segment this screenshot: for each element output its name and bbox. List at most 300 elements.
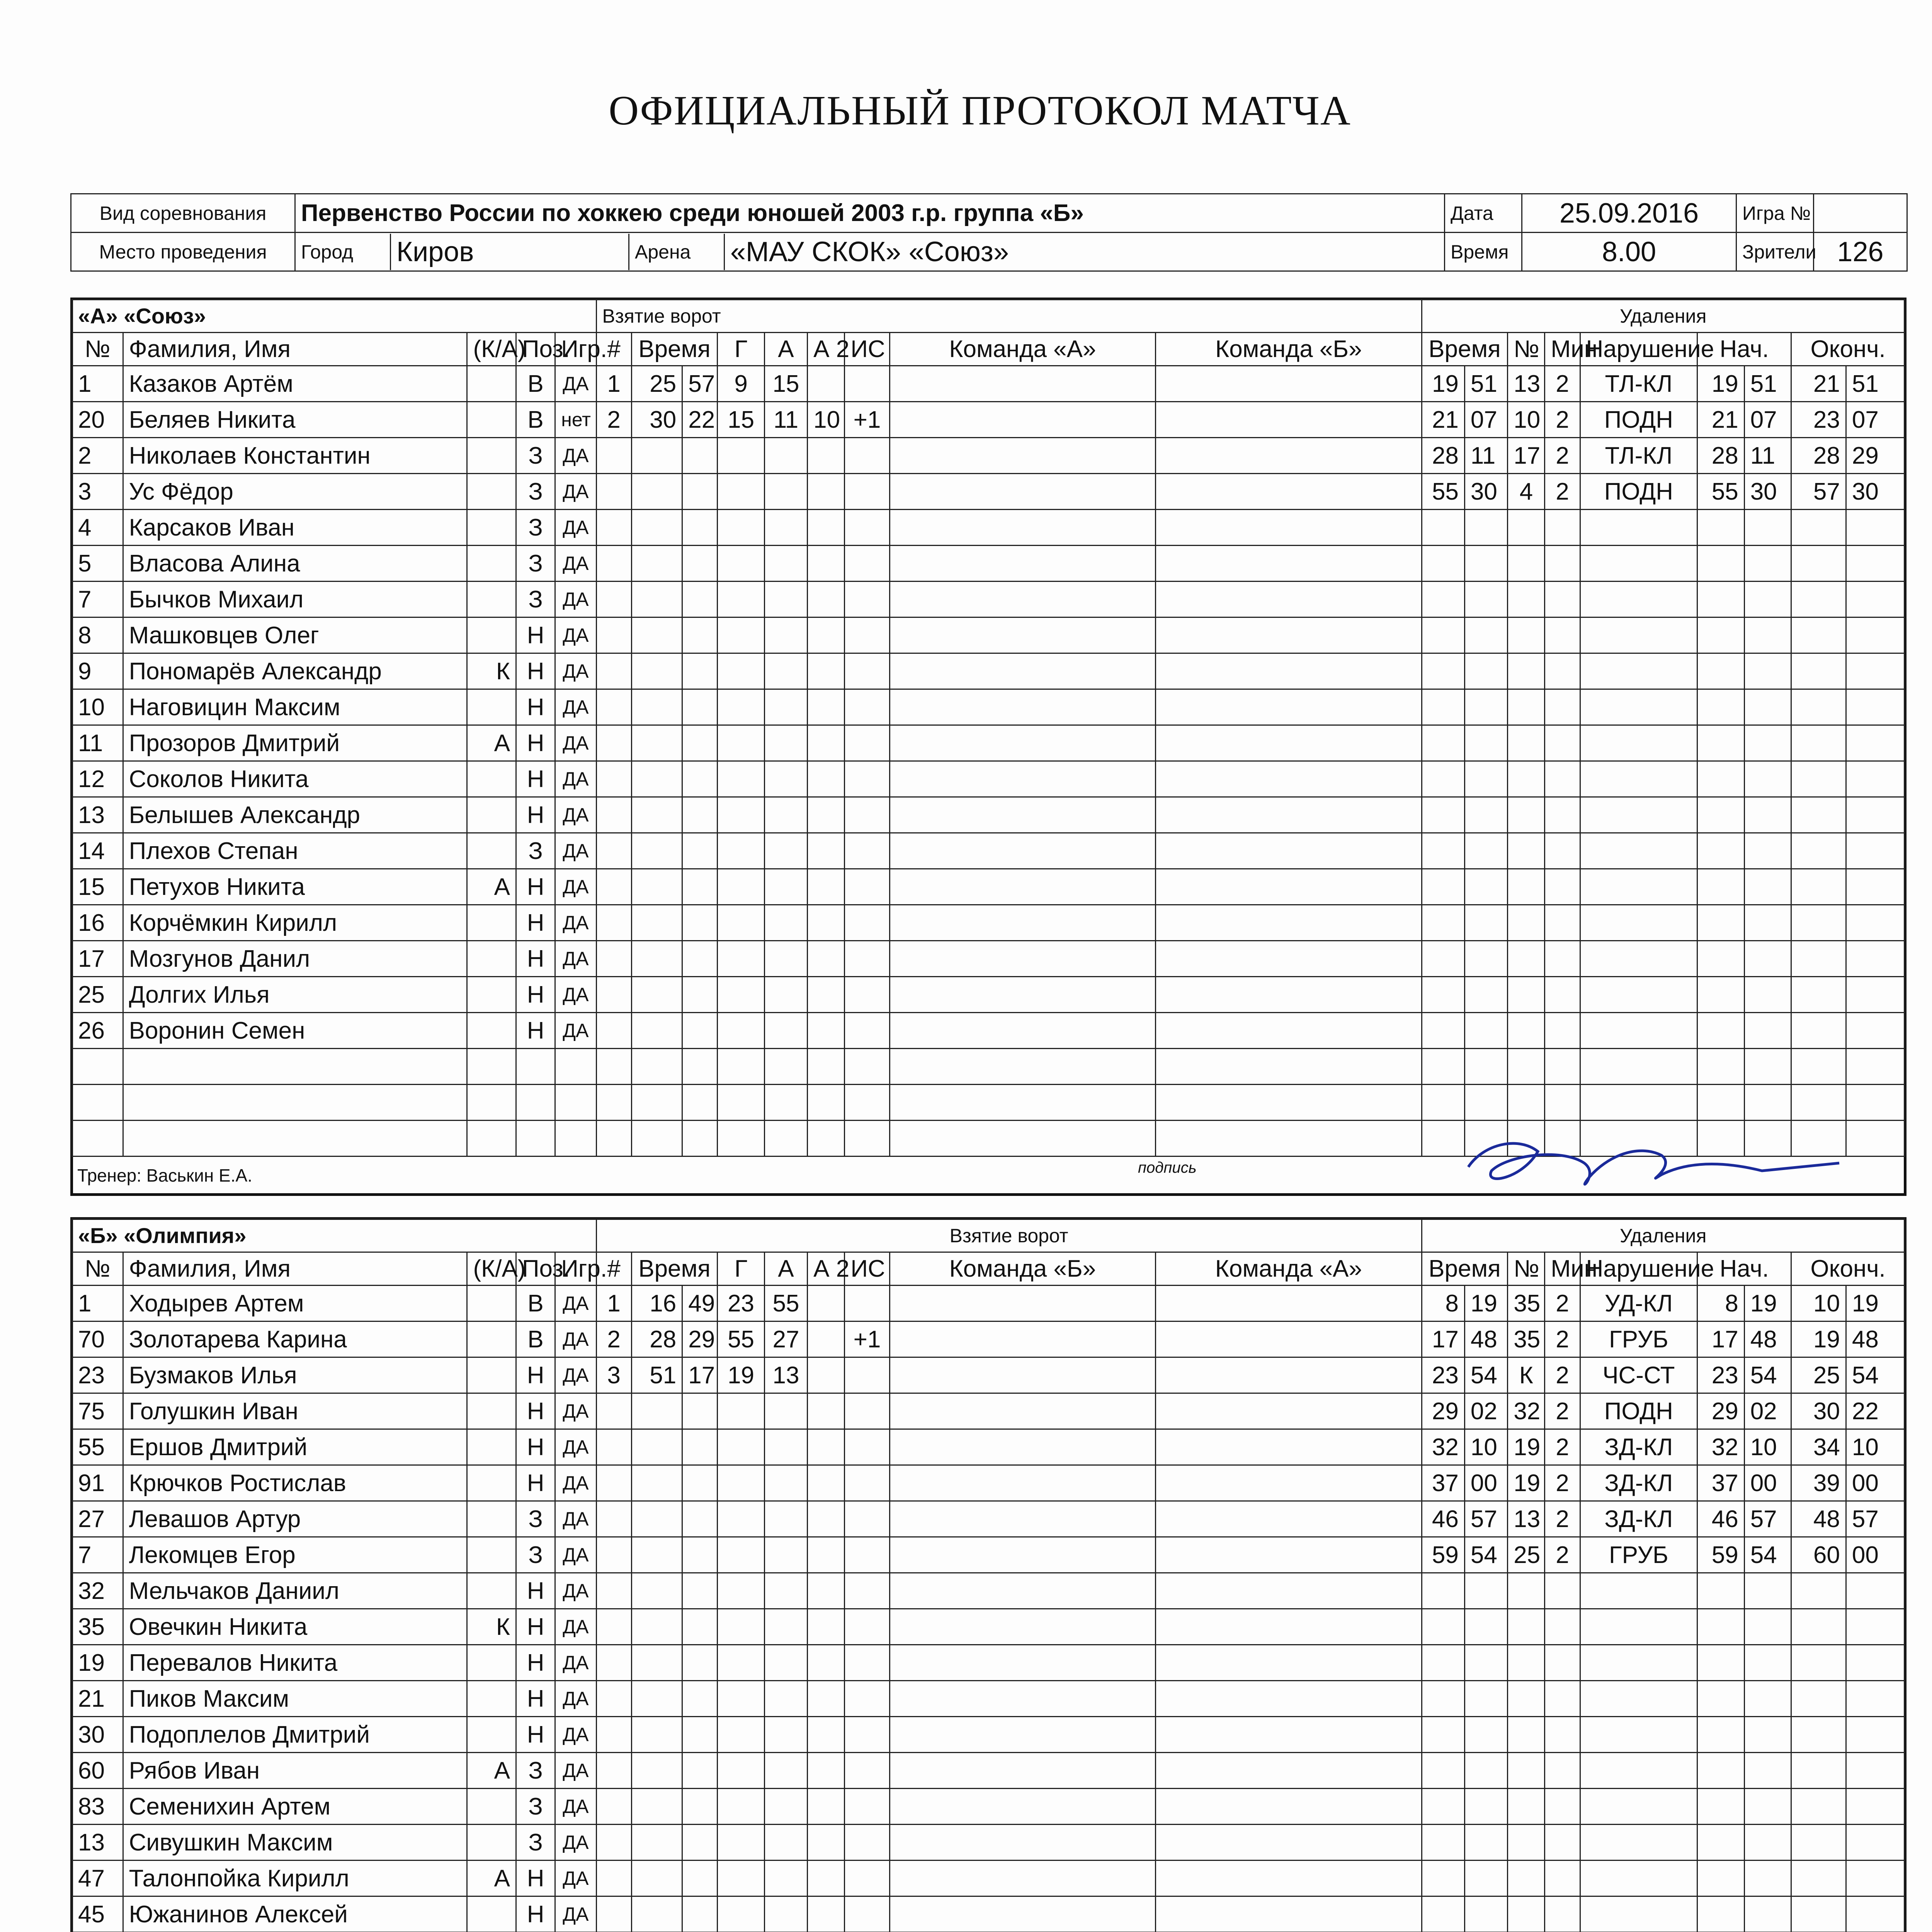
goal-assist: 13: [764, 1357, 807, 1393]
player-role: [467, 1896, 516, 1932]
teamA-col-pos: Поз.: [516, 333, 555, 366]
penalty-violation: ПОДН: [1580, 402, 1697, 438]
teamB-col-no: №: [72, 1252, 123, 1286]
penalty-end-second: 00: [1846, 1465, 1905, 1501]
player-played: ДА: [555, 1429, 596, 1465]
player-played: ДА: [555, 617, 596, 653]
player-number: 55: [72, 1429, 123, 1465]
goal-second: 29: [682, 1321, 718, 1357]
teamB-title: «Б» «Олимпия»: [72, 1219, 597, 1252]
player-name: Мозгунов Данил: [123, 941, 467, 977]
teamA-penalties-header: Удаления: [1422, 299, 1905, 333]
player-position: В: [516, 402, 555, 438]
document-title: ОФИЦИАЛЬНЫЙ ПРОТОКОЛ МАТЧА: [609, 88, 1351, 134]
player-played: ДА: [555, 1861, 596, 1896]
penalty-minutes: 2: [1545, 1393, 1580, 1429]
teamA-col-pen-time: Время: [1422, 333, 1508, 366]
competition-label: Вид соревнования: [71, 194, 295, 233]
penalty-player: К: [1508, 1357, 1545, 1393]
player-position: В: [516, 1321, 555, 1357]
player-position: Н: [516, 653, 555, 689]
player-role: [467, 1357, 516, 1393]
penalty-minute: 32: [1422, 1429, 1464, 1465]
penalty-start-minute: 23: [1697, 1357, 1744, 1393]
goal-number: 2: [596, 1321, 631, 1357]
penalty-start-second: 07: [1744, 402, 1791, 438]
penalty-second: 54: [1464, 1357, 1507, 1393]
penalty-end-second: 00: [1846, 1537, 1905, 1573]
penalty-player: 35: [1508, 1286, 1545, 1321]
player-position: З: [516, 1537, 555, 1573]
goal-number: 1: [596, 1286, 631, 1321]
teamB-col-team-right: Команда «А»: [1156, 1252, 1422, 1286]
player-number: 25: [72, 977, 123, 1013]
player-played: ДА: [555, 510, 596, 546]
player-played: ДА: [555, 1286, 596, 1321]
player-number: 27: [72, 1501, 123, 1537]
player-name: Ус Фёдор: [123, 474, 467, 510]
goal-scorer: 55: [718, 1321, 764, 1357]
player-position: Н: [516, 1393, 555, 1429]
penalty-minute: 19: [1422, 366, 1464, 402]
penalty-minute: 29: [1422, 1393, 1464, 1429]
player-position: Н: [516, 617, 555, 653]
penalty-second: 51: [1464, 366, 1507, 402]
penalty-minute: 37: [1422, 1465, 1464, 1501]
time-value: 8.00: [1522, 233, 1736, 271]
player-name: Казаков Артём: [123, 366, 467, 402]
penalty-start-second: 11: [1744, 438, 1791, 474]
time-label: Время: [1445, 233, 1522, 271]
player-name: Наговицин Максим: [123, 689, 467, 725]
player-played: ДА: [555, 1896, 596, 1932]
teamB-col-a: А: [764, 1252, 807, 1286]
goal-minute: 51: [631, 1357, 682, 1393]
penalty-start-minute: 46: [1697, 1501, 1744, 1537]
player-name: Ходырев Артем: [123, 1286, 467, 1321]
player-name: Крючков Ростислав: [123, 1465, 467, 1501]
penalty-second: 10: [1464, 1429, 1507, 1465]
player-position: Н: [516, 725, 555, 761]
player-name: Прозоров Дмитрий: [123, 725, 467, 761]
date-label: Дата: [1445, 194, 1522, 233]
player-position: З: [516, 438, 555, 474]
team-a-coach: Тренер: Васькин Е.А.: [77, 1165, 252, 1185]
penalty-violation: ГРУБ: [1580, 1537, 1697, 1573]
penalty-minutes: 2: [1545, 438, 1580, 474]
penalty-violation: УД-КЛ: [1580, 1286, 1697, 1321]
penalty-minutes: 2: [1545, 1357, 1580, 1393]
player-role: [467, 1393, 516, 1429]
player-role: А: [467, 1753, 516, 1789]
player-played: ДА: [555, 1501, 596, 1537]
penalty-end-minute: 21: [1791, 366, 1846, 402]
goal-minute: 28: [631, 1321, 682, 1357]
player-played: ДА: [555, 474, 596, 510]
player-role: [467, 1013, 516, 1049]
player-name: Бузмаков Илья: [123, 1357, 467, 1393]
player-number: 1: [72, 366, 123, 402]
player-number: 45: [72, 1896, 123, 1932]
teamA-col-g: Г: [718, 333, 764, 366]
penalty-player: 19: [1508, 1465, 1545, 1501]
player-name: Корчёмкин Кирилл: [123, 905, 467, 941]
teamB-col-end: Оконч.: [1791, 1252, 1905, 1286]
player-name: Соколов Никита: [123, 761, 467, 797]
penalty-second: 54: [1464, 1537, 1507, 1573]
player-number: 1: [72, 1286, 123, 1321]
penalty-end-minute: 57: [1791, 474, 1846, 510]
player-number: 19: [72, 1645, 123, 1681]
goal-second: 57: [682, 366, 718, 402]
player-position: Н: [516, 905, 555, 941]
penalty-minute: 46: [1422, 1501, 1464, 1537]
penalty-violation: ЗД-КЛ: [1580, 1501, 1697, 1537]
penalty-minutes: 2: [1545, 1321, 1580, 1357]
player-position: З: [516, 1789, 555, 1825]
player-position: Н: [516, 1717, 555, 1753]
player-played: ДА: [555, 689, 596, 725]
player-position: Н: [516, 797, 555, 833]
player-position: Н: [516, 1465, 555, 1501]
teamB-col-a2: А 2: [808, 1252, 845, 1286]
penalty-minute: 59: [1422, 1537, 1464, 1573]
penalty-start-second: 19: [1744, 1286, 1791, 1321]
city-value: Киров: [390, 234, 628, 270]
player-number: 20: [72, 402, 123, 438]
player-played: ДА: [555, 366, 596, 402]
player-role: [467, 510, 516, 546]
penalty-start-second: 30: [1744, 474, 1791, 510]
player-number: 14: [72, 833, 123, 869]
penalty-end-second: 10: [1846, 1429, 1905, 1465]
goal-situation: [845, 1286, 889, 1321]
player-role: [467, 1645, 516, 1681]
arena-value: «МАУ СКОК» «Союз»: [724, 234, 1009, 270]
penalty-end-minute: 48: [1791, 1501, 1846, 1537]
teamB-col-pos: Поз.: [516, 1252, 555, 1286]
teamA-col-goal-no: #: [596, 333, 631, 366]
penalty-second: 07: [1464, 402, 1507, 438]
player-position: Н: [516, 1645, 555, 1681]
teamB-col-name: Фамилия, Имя: [123, 1252, 467, 1286]
penalty-player: 25: [1508, 1537, 1545, 1573]
player-name: Семенихин Артем: [123, 1789, 467, 1825]
penalty-start-second: 54: [1744, 1357, 1791, 1393]
penalty-end-minute: 23: [1791, 402, 1846, 438]
penalty-minute: 55: [1422, 474, 1464, 510]
teamB-col-goal-time: Время: [631, 1252, 718, 1286]
player-played: ДА: [555, 1393, 596, 1429]
player-number: 30: [72, 1717, 123, 1753]
player-number: 17: [72, 941, 123, 977]
player-role: [467, 1501, 516, 1537]
teamB-col-played: Игр.: [555, 1252, 596, 1286]
player-number: 13: [72, 797, 123, 833]
player-name: Бычков Михаил: [123, 582, 467, 617]
teamB-col-pen-time: Время: [1422, 1252, 1508, 1286]
player-number: 11: [72, 725, 123, 761]
player-role: [467, 438, 516, 474]
teamA-col-name: Фамилия, Имя: [123, 333, 467, 366]
penalty-start-second: 51: [1744, 366, 1791, 402]
goal-assist: 55: [764, 1286, 807, 1321]
player-played: ДА: [555, 1573, 596, 1609]
penalty-start-minute: 37: [1697, 1465, 1744, 1501]
goal-assist: 11: [764, 402, 807, 438]
teamA-goals-header: Взятие ворот: [596, 299, 1422, 333]
player-position: Н: [516, 977, 555, 1013]
penalty-player: 32: [1508, 1393, 1545, 1429]
player-role: [467, 582, 516, 617]
player-number: 60: [72, 1753, 123, 1789]
player-position: Н: [516, 1609, 555, 1645]
player-name: Сивушкин Максим: [123, 1825, 467, 1861]
goal-number: 2: [596, 402, 631, 438]
penalty-end-second: 54: [1846, 1357, 1905, 1393]
player-number: 5: [72, 546, 123, 582]
player-position: З: [516, 510, 555, 546]
teamA-col-start: Нач.: [1697, 333, 1791, 366]
penalty-minutes: 2: [1545, 474, 1580, 510]
teamA-col-pen-min: Мин: [1545, 333, 1580, 366]
penalty-start-second: 54: [1744, 1537, 1791, 1573]
teamA-col-a: А: [764, 333, 807, 366]
penalty-start-second: 57: [1744, 1501, 1791, 1537]
player-played: ДА: [555, 653, 596, 689]
goal-minute: 16: [631, 1286, 682, 1321]
penalty-start-minute: 55: [1697, 474, 1744, 510]
player-position: Н: [516, 1861, 555, 1896]
player-position: Н: [516, 1429, 555, 1465]
penalty-start-minute: 28: [1697, 438, 1744, 474]
player-played: ДА: [555, 1645, 596, 1681]
player-played: ДА: [555, 1321, 596, 1357]
penalty-start-minute: 17: [1697, 1321, 1744, 1357]
teamA-col-pen-no: №: [1508, 333, 1545, 366]
teamA-col-end: Оконч.: [1791, 333, 1905, 366]
player-number: 35: [72, 1609, 123, 1645]
teamA-title: «А» «Союз»: [72, 299, 597, 333]
player-role: [467, 833, 516, 869]
player-number: 23: [72, 1357, 123, 1393]
player-role: [467, 1573, 516, 1609]
penalty-minute: 28: [1422, 438, 1464, 474]
penalty-player: 17: [1508, 438, 1545, 474]
goal-number: 1: [596, 366, 631, 402]
goal-assist-2: [808, 1321, 845, 1357]
goal-second: 49: [682, 1286, 718, 1321]
player-played: ДА: [555, 761, 596, 797]
player-name: Овечкин Никита: [123, 1609, 467, 1645]
teamA-col-played: Игр.: [555, 333, 596, 366]
player-name: Ершов Дмитрий: [123, 1429, 467, 1465]
player-role: [467, 1321, 516, 1357]
penalty-minutes: 2: [1545, 402, 1580, 438]
player-number: 13: [72, 1825, 123, 1861]
penalty-minutes: 2: [1545, 366, 1580, 402]
teamB-col-g: Г: [718, 1252, 764, 1286]
player-played: ДА: [555, 797, 596, 833]
player-number: 26: [72, 1013, 123, 1049]
player-role: [467, 761, 516, 797]
player-played: ДА: [555, 1537, 596, 1573]
penalty-end-second: 57: [1846, 1501, 1905, 1537]
city-label: Город: [301, 241, 354, 263]
penalty-start-minute: 19: [1697, 366, 1744, 402]
penalty-violation: ТЛ-КЛ: [1580, 366, 1697, 402]
teamA-col-is: ИС: [845, 333, 889, 366]
penalty-end-minute: 19: [1791, 1321, 1846, 1357]
penalty-player: 35: [1508, 1321, 1545, 1357]
player-role: А: [467, 869, 516, 905]
player-role: [467, 1717, 516, 1753]
penalty-minutes: 2: [1545, 1501, 1580, 1537]
player-position: Н: [516, 1681, 555, 1717]
player-position: Н: [516, 941, 555, 977]
player-number: 83: [72, 1789, 123, 1825]
goal-number: 3: [596, 1357, 631, 1393]
penalty-minutes: 2: [1545, 1537, 1580, 1573]
goal-situation: +1: [845, 402, 889, 438]
goal-minute: 30: [631, 402, 682, 438]
player-role: [467, 546, 516, 582]
player-name: Плехов Степан: [123, 833, 467, 869]
teamB-col-is: ИС: [845, 1252, 889, 1286]
player-number: 47: [72, 1861, 123, 1896]
penalty-player: 4: [1508, 474, 1545, 510]
penalty-start-minute: 29: [1697, 1393, 1744, 1429]
penalty-minute: 23: [1422, 1357, 1464, 1393]
player-name: Беляев Никита: [123, 402, 467, 438]
player-position: З: [516, 582, 555, 617]
place-label: Место проведения: [71, 233, 295, 271]
goal-second: 22: [682, 402, 718, 438]
penalty-start-second: 48: [1744, 1321, 1791, 1357]
player-name: Власова Алина: [123, 546, 467, 582]
player-name: Южанинов Алексей: [123, 1896, 467, 1932]
player-played: нет: [555, 402, 596, 438]
teamB-col-team-left: Команда «Б»: [889, 1252, 1155, 1286]
spectators-value: 126: [1814, 233, 1907, 271]
goal-assist: 27: [764, 1321, 807, 1357]
player-name: Левашов Артур: [123, 1501, 467, 1537]
player-number: 7: [72, 1537, 123, 1573]
player-played: ДА: [555, 1717, 596, 1753]
penalty-end-minute: 60: [1791, 1537, 1846, 1573]
goal-scorer: 23: [718, 1286, 764, 1321]
penalty-violation: ЗД-КЛ: [1580, 1429, 1697, 1465]
teamA-col-a2: А 2: [808, 333, 845, 366]
player-position: Н: [516, 1573, 555, 1609]
player-name: Голушкин Иван: [123, 1393, 467, 1429]
penalty-end-second: 07: [1846, 402, 1905, 438]
goal-assist-2: 10: [808, 402, 845, 438]
penalty-end-minute: 30: [1791, 1393, 1846, 1429]
team-a-signature-label: подпись: [1138, 1159, 1197, 1176]
player-role: [467, 1789, 516, 1825]
player-role: [467, 905, 516, 941]
arena-label: Арена: [628, 234, 724, 270]
player-position: Н: [516, 689, 555, 725]
penalty-player: 10: [1508, 402, 1545, 438]
player-name: Рябов Иван: [123, 1753, 467, 1789]
player-name: Мельчаков Даниил: [123, 1573, 467, 1609]
player-number: 8: [72, 617, 123, 653]
player-position: В: [516, 1286, 555, 1321]
player-name: Перевалов Никита: [123, 1645, 467, 1681]
player-position: З: [516, 833, 555, 869]
teamB-col-violation: Нарушение: [1580, 1252, 1697, 1286]
player-played: ДА: [555, 438, 596, 474]
player-played: ДА: [555, 977, 596, 1013]
goal-assist-2: [808, 366, 845, 402]
penalty-minutes: 2: [1545, 1429, 1580, 1465]
goal-second: 17: [682, 1357, 718, 1393]
player-played: ДА: [555, 1825, 596, 1861]
penalty-start-minute: 8: [1697, 1286, 1744, 1321]
penalty-second: 11: [1464, 438, 1507, 474]
penalty-violation: ПОДН: [1580, 474, 1697, 510]
player-number: 21: [72, 1681, 123, 1717]
penalty-violation: ГРУБ: [1580, 1321, 1697, 1357]
player-name: Пиков Максим: [123, 1681, 467, 1717]
teamA-col-team-left: Команда «А»: [889, 333, 1155, 366]
player-played: ДА: [555, 1465, 596, 1501]
player-name: Машковцев Олег: [123, 617, 467, 653]
player-played: ДА: [555, 582, 596, 617]
player-role: [467, 797, 516, 833]
player-position: Н: [516, 1896, 555, 1932]
player-number: 4: [72, 510, 123, 546]
penalty-violation: ТЛ-КЛ: [1580, 438, 1697, 474]
player-played: ДА: [555, 1357, 596, 1393]
player-number: 9: [72, 653, 123, 689]
player-number: 70: [72, 1321, 123, 1357]
teamB-goals-header: Взятие ворот: [596, 1219, 1422, 1252]
goal-situation: [845, 366, 889, 402]
goal-assist-2: [808, 1286, 845, 1321]
spectators-label: Зрители: [1736, 233, 1814, 271]
penalty-player: 13: [1508, 366, 1545, 402]
player-role: А: [467, 1861, 516, 1896]
penalty-start-second: 10: [1744, 1429, 1791, 1465]
player-number: 10: [72, 689, 123, 725]
goal-assist: 15: [764, 366, 807, 402]
penalty-end-minute: 34: [1791, 1429, 1846, 1465]
penalty-end-minute: 39: [1791, 1465, 1846, 1501]
player-position: В: [516, 366, 555, 402]
player-role: [467, 977, 516, 1013]
player-role: К: [467, 653, 516, 689]
team-b-table: [71, 1218, 1905, 1932]
player-name: Долгих Илья: [123, 977, 467, 1013]
player-played: ДА: [555, 1789, 596, 1825]
player-role: [467, 689, 516, 725]
penalty-player: 19: [1508, 1429, 1545, 1465]
goal-scorer: 15: [718, 402, 764, 438]
goal-situation: [845, 1357, 889, 1393]
player-role: А: [467, 725, 516, 761]
player-position: З: [516, 474, 555, 510]
penalty-second: 30: [1464, 474, 1507, 510]
player-name: Карсаков Иван: [123, 510, 467, 546]
player-position: З: [516, 546, 555, 582]
game-no-value: [1814, 194, 1907, 233]
player-number: 15: [72, 869, 123, 905]
penalty-minute: 17: [1422, 1321, 1464, 1357]
penalty-end-minute: 10: [1791, 1286, 1846, 1321]
